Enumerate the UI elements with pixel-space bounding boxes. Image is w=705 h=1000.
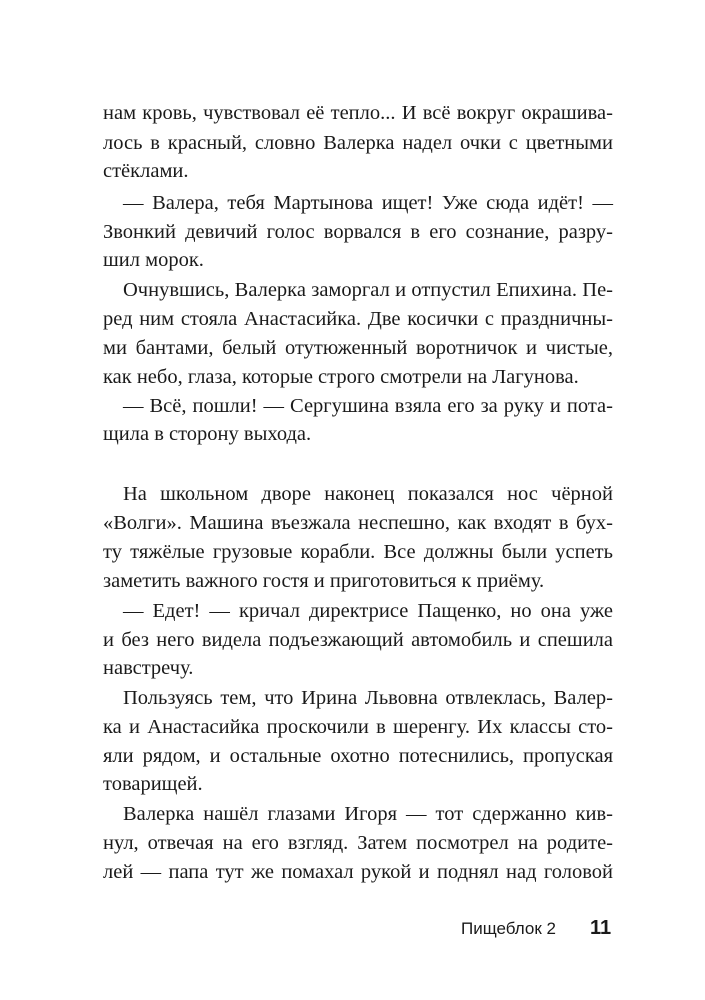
text-line: Пользуясь тем, что Ирина Львовна отвлеклась, Валер-: [123, 687, 613, 709]
page-number: 11: [590, 917, 612, 939]
text-line: лось в красный, словно Валерка надел очки с цветными: [103, 132, 613, 154]
text-line: — Валера, тебя Мартынова ищет! Уже сюда идёт! —: [123, 192, 613, 214]
text-line: и без него видела подъезжающий автомобиль и спешила: [103, 629, 613, 651]
text-line: ка и Анастасийка проскочили в шеренгу. Их классы сто-: [103, 716, 613, 738]
text-line: стёклами.: [103, 160, 189, 182]
text-line: нам кровь, чувствовал её тепло... И всё вокруг окрашива-: [103, 102, 613, 124]
text-line: — Всё, пошли! — Сергушина взяла его за руку и пота-: [123, 395, 613, 417]
text-line: — Едет! — кричал директрисе Пащенко, но она уже: [123, 600, 613, 622]
text-line: товарищей.: [103, 773, 203, 795]
text-line: нул, отвечая на его взгляд. Затем посмотрел на родите-: [103, 832, 613, 854]
text-line: шил морок.: [103, 249, 204, 271]
text-line: Валерка нашёл глазами Игоря — тот сдержанно кив-: [123, 803, 613, 825]
text-line: На школьном дворе наконец показался нос чёрной: [123, 483, 613, 505]
text-line: ми бантами, белый отутюженный воротничок и чистые,: [103, 337, 613, 359]
text-line: ту тяжёлые грузовые корабли. Все должны были успеть: [103, 541, 613, 563]
text-line: как небо, глаза, которые строго смотрели на Лагунова.: [103, 366, 579, 388]
text-line: лей — папа тут же помахал рукой и поднял над головой: [103, 861, 613, 883]
text-line: навстречу.: [103, 657, 194, 679]
text-line: щила в сторону выхода.: [103, 423, 312, 445]
text-line: заметить важного гостя и приготовиться к приёму.: [103, 570, 545, 592]
text-line: Очнувшись, Валерка заморгал и отпустил Епихина. Пе-: [123, 279, 613, 301]
text-line: яли рядом, и остальные охотно потеснились, пропуская: [103, 745, 613, 767]
text-line: Звонкий девичий голос ворвался в его сознание, разру-: [103, 221, 613, 243]
text-line: «Волги». Машина въезжала неспешно, как входят в бух-: [103, 512, 613, 534]
running-footer-title: Пищеблок 2: [461, 919, 556, 938]
text-line: ред ним стояла Анастасийка. Две косички с праздничны-: [103, 308, 613, 330]
